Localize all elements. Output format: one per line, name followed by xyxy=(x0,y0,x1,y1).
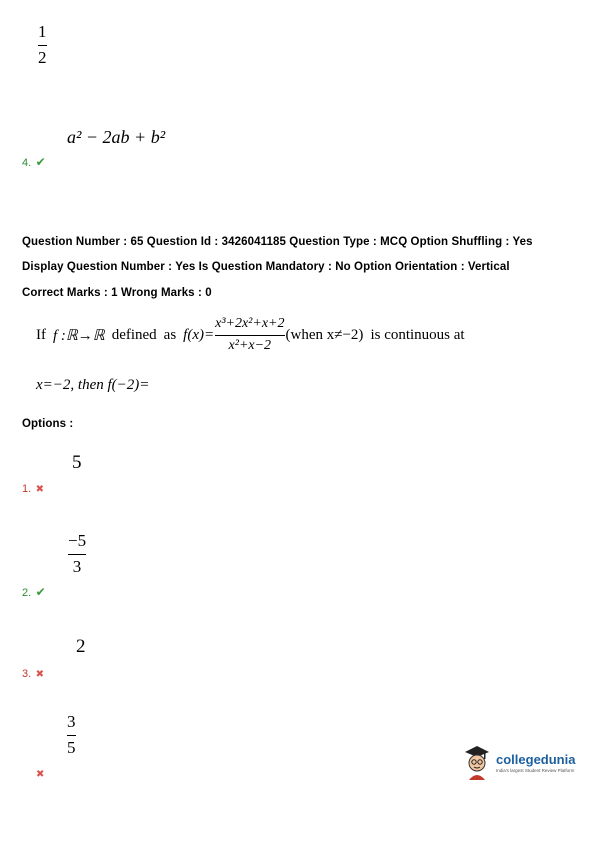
stem-as: as xyxy=(163,326,177,343)
check-icon: ✔ xyxy=(35,585,46,599)
cross-icon: ✖ xyxy=(35,484,45,495)
option-1-label[interactable] xyxy=(22,479,44,497)
option-2-label[interactable] xyxy=(22,583,46,601)
fraction-bar xyxy=(68,554,86,555)
prev-option-3-fraction xyxy=(38,22,47,68)
fraction-denominator: 3 xyxy=(72,557,82,576)
brand-tagline: India's largest Student Review Platform xyxy=(496,767,575,773)
fraction-bar xyxy=(67,735,76,736)
brand-name: collegedunia xyxy=(496,751,576,767)
fraction-numerator: 3 xyxy=(67,712,76,731)
option-number: 3. xyxy=(22,668,32,680)
option-3-value: 2 xyxy=(76,636,86,657)
fraction-denominator: 5 xyxy=(67,738,76,757)
fraction-numerator: 1 xyxy=(38,22,47,41)
cross-icon: ✖ xyxy=(35,669,45,680)
cross-icon: ✖ xyxy=(36,769,45,780)
stem-numerator: x³+2x²+x+2 xyxy=(215,316,285,331)
stem-continuous: is continuous at xyxy=(370,326,465,343)
option-4-fraction xyxy=(67,712,76,758)
question-meta-line-2: Display Question Number : Yes Is Question Mandatory : No Option Orientation : Vertical xyxy=(22,261,510,273)
option-2-fraction xyxy=(68,531,86,577)
options-label: Options : xyxy=(22,418,74,430)
option-number: 4. xyxy=(22,157,32,169)
stem-map: f :ℝ→ℝ xyxy=(53,327,105,344)
check-icon: ✔ xyxy=(35,155,46,169)
stem-denominator: x²+x−2 xyxy=(228,338,272,353)
prev-option-4-expression: a² − 2ab + b² xyxy=(67,127,166,147)
stem-fraction xyxy=(215,316,284,354)
stem-defined: defined xyxy=(111,326,157,343)
option-number: 1. xyxy=(22,483,32,495)
question-meta-line-3: Correct Marks : 1 Wrong Marks : 0 xyxy=(22,287,212,299)
fraction-numerator: −5 xyxy=(68,531,87,550)
prev-option-4-label xyxy=(22,153,46,171)
option-number: 2. xyxy=(22,587,32,599)
graduate-mascot-icon xyxy=(462,744,492,780)
stem-fx: f(x)= xyxy=(183,326,215,343)
option-4-label[interactable] xyxy=(36,764,44,782)
question-stem-line-1 xyxy=(36,316,465,354)
question-stem-line-2: x=−2, then f(−2)= xyxy=(36,377,150,393)
stem-when: (when x≠−2) xyxy=(285,326,364,343)
stem-if: If xyxy=(36,326,46,343)
fraction-denominator: 2 xyxy=(38,48,47,67)
fraction-bar xyxy=(38,45,47,46)
option-3-label[interactable] xyxy=(22,664,44,682)
question-meta-line-1: Question Number : 65 Question Id : 3426041185 Question Type : MCQ Option Shuffling : Yes xyxy=(22,236,533,248)
brand-logo xyxy=(462,744,575,780)
option-1-value: 5 xyxy=(72,452,82,473)
fraction-bar xyxy=(215,335,284,336)
